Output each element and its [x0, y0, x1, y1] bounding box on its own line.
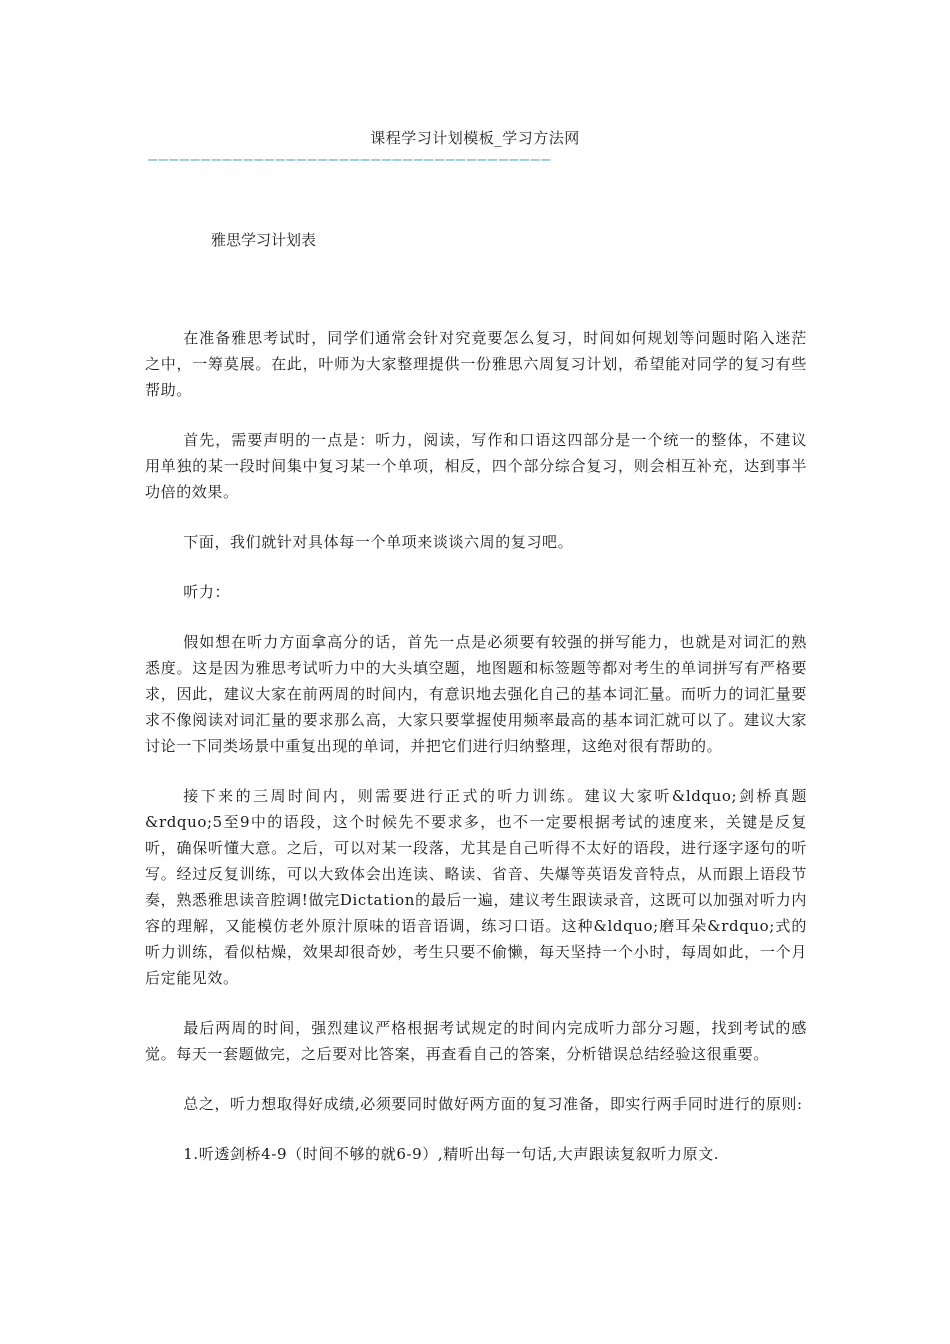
list-item-1: 1.听透剑桥4-9（时间不够的就6-9）,精听出每一句话,大声跟读复叙听力原文. — [183, 1145, 720, 1163]
document-body — [145, 325, 807, 1191]
paragraph-vocabulary: 假如想在听力方面拿高分的话，首先一点是必须要有较强的拼写能力，也就是对词汇的熟悉度。这是因为雅思考试听力中的大头填空题，地图题和标签题等都对考生的单词拼写有严格要求，因此，建议大家在前两周的时间内，有意识地去强化自己的基本词汇量。而听力的词汇量要求不像阅读对词汇量的要求那么高，大家只要掌握使用频率最高的基本词汇就可以了。建议大家讨论一下同类场景中重复出现的单词，并把它们进行归纳整理，这绝对很有帮助的。 — [145, 633, 807, 755]
header-divider: —————————————————————————————————————— — [148, 150, 552, 168]
page-header-title: 课程学习计划模板_学习方法网 — [370, 129, 580, 147]
paragraph-summary: 总之，听力想取得好成绩,必须要同时做好两方面的复习准备，即实行两手同时进行的原则: — [183, 1095, 803, 1113]
paragraph-intro: 在准备雅思考试时，同学们通常会针对究竟要怎么复习，时间如何规划等问题时陷入迷茫之中，一筹莫展。在此，叶师为大家整理提供一份雅思六周复习计划，希望能对同学的复习有些帮助。 — [145, 329, 807, 399]
section-heading-listening: 听力： — [183, 583, 231, 601]
paragraph-statement: 首先，需要声明的一点是：听力，阅读，写作和口语这四部分是一个统一的整体，不建议用单独的某一段时间集中复习某一个单项，相反，四个部分综合复习，则会相互补充，达到事半功倍的效果。 — [145, 431, 807, 501]
paragraph-final-weeks: 最后两周的时间，强烈建议严格根据考试规定的时间内完成听力部分习题，找到考试的感觉。每天一套题做完，之后要对比答案，再查看自己的答案，分析错误总结经验这很重要。 — [145, 1019, 807, 1063]
document-title: 雅思学习计划表 — [211, 231, 317, 249]
paragraph-training: 接下来的三周时间内，则需要进行正式的听力训练。建议大家听&ldquo;剑桥真题&rdquo;5至9中的语段，这个时候先不要求多，也不一定要根据考试的速度来，关键是反复听，确保听懂大意。之后，可以对某一段落，尤其是自己听得不太好的语段，进行逐字逐句的听写。经过反复训练，可以大致体会出连读、略读、省音、失爆等英语发音特点，从而跟上语段节奏，熟悉雅思读音腔调!做完Dictation的最后一遍，建议考生跟读录音，这既可以加强对听力内容的理解，又能模仿老外原汁原味的语音语调，练习口语。这种&ldquo;磨耳朵&rdquo;式的听力训练，看似枯燥，效果却很奇妙，考生只要不偷懒，每天坚持一个小时，每周如此，一个月后定能见效。 — [145, 787, 807, 987]
paragraph-transition: 下面，我们就针对具体每一个单项来谈谈六周的复习吧。 — [183, 533, 574, 551]
